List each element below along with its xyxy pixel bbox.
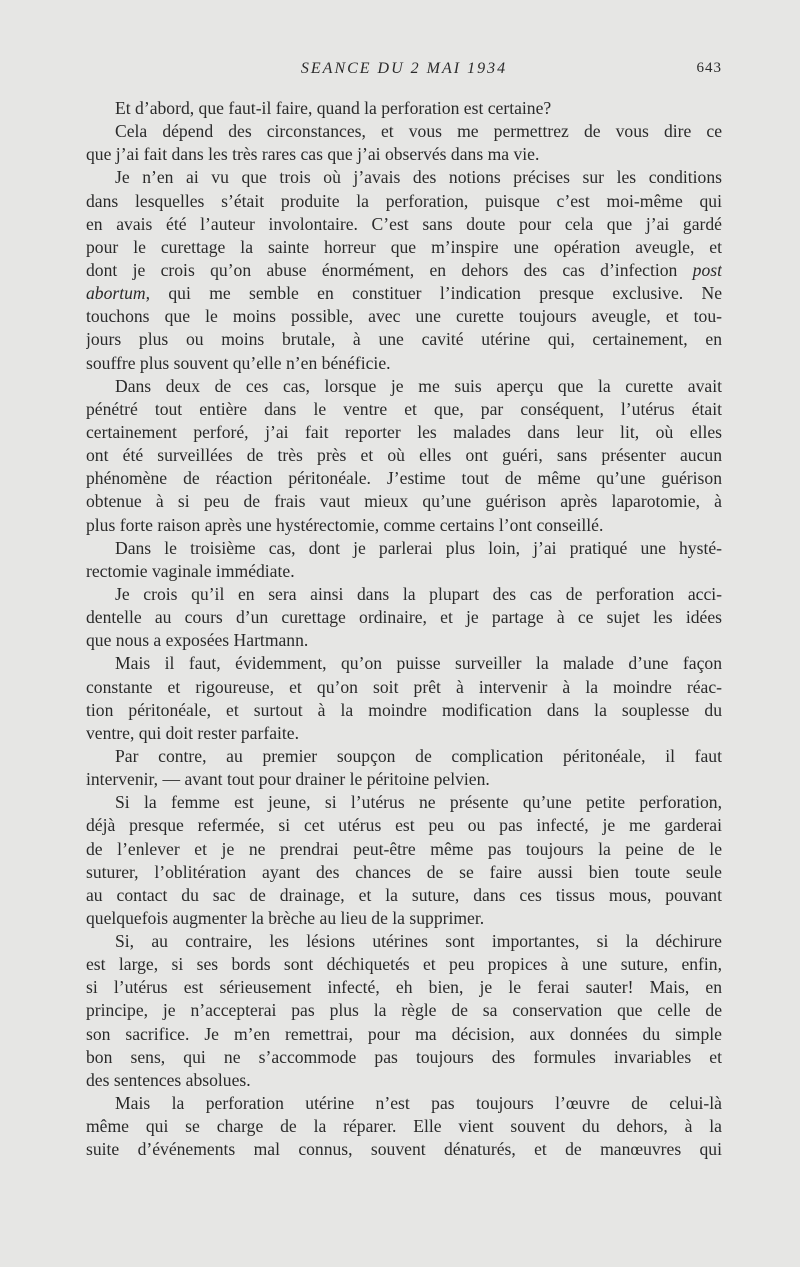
text-line: souffre plus souvent qu’elle n’en bénéficie. <box>86 352 391 373</box>
text-line: Et d’abord, que faut-il faire, quand la perforation est certaine? <box>115 98 552 118</box>
page-number: 643 <box>696 60 722 76</box>
text-line: bon sens, qui ne s’accommode pas toujours des formules invariables et <box>86 1046 722 1067</box>
text-line: même qui se charge de la réparer. Elle vient souvent du dehors, à la <box>86 1116 722 1137</box>
text-line: est large, si ses bords sont déchiquetés et peu propices à une suture, enfin, <box>86 954 722 975</box>
text-line: obtenue à si peu de frais vaut mieux qu’une guérison après laparotomie, à <box>86 491 722 512</box>
text-line <box>86 259 722 282</box>
text-line: plus forte raison après une hystérectomie, comme certains l’ont conseillé. <box>86 514 604 535</box>
text-line: touchons que le moins possible, avec une curette toujours aveugle, et tou- <box>86 306 722 327</box>
text-line: quelquefois augmenter la brèche au lieu de la supprimer. <box>86 907 485 928</box>
text-line: certainement perforé, j’ai fait reporter les malades dans leur lit, où elles <box>86 421 722 442</box>
text-line: suite d’événements mal connus, souvent dénaturés, et de manœuvres qui <box>86 1139 722 1160</box>
text-line: Je crois qu’il en sera ainsi dans la plupart des cas de perforation acci- <box>115 583 722 604</box>
text-line: en avais été l’auteur involontaire. C’est sans doute pour cela que j’ai gardé <box>86 213 722 234</box>
text-line: dans lesquelles s’était produite la perforation, puisque c’est moi-même qui <box>86 190 722 211</box>
text-line: Je n’en ai vu que trois où j’avais des notions précises sur les conditions <box>115 167 722 188</box>
text-line: tion péritonéale, et surtout à la moindre modification dans la souplesse du <box>86 699 722 720</box>
body-text <box>86 97 722 1161</box>
text-line: Cela dépend des circonstances, et vous me permettrez de vous dire ce <box>115 121 722 142</box>
text-line: jours plus ou moins brutale, à une cavité utérine qui, certainement, en <box>86 329 722 350</box>
text-line <box>86 282 722 305</box>
text-line: pénétré tout entière dans le ventre et que, par conséquent, l’utérus était <box>86 398 722 419</box>
text-line: Mais la perforation utérine n’est pas toujours l’œuvre de celui-là <box>115 1093 722 1114</box>
text-line: des sentences absolues. <box>86 1069 251 1090</box>
text-line: Si, au contraire, les lésions utérines sont importantes, si la déchirure <box>115 931 722 952</box>
italic-phrase: abortum, <box>86 283 151 304</box>
text-line: rectomie vaginale immédiate. <box>86 560 295 581</box>
text-line: intervenir, — avant tout pour drainer le péritoine pelvien. <box>86 769 490 790</box>
text-line: principe, je n’accepterai pas plus la règle de sa conservation que celle de <box>86 1000 722 1021</box>
text-line: ont été surveillées de très près et où elles ont guéri, sans présenter aucun <box>86 445 722 466</box>
text-line: déjà presque refermée, si cet utérus est peu ou pas infecté, je me garderai <box>86 815 722 836</box>
text-line: constante et rigoureuse, et qu’on soit prêt à intervenir à la moindre réac- <box>86 676 722 697</box>
page-header <box>86 60 722 86</box>
italic-phrase: post <box>692 259 722 280</box>
text-line: dentelle au cours d’un curettage ordinaire, et je partage à ce sujet les idées <box>86 607 722 628</box>
text-line: de l’enlever et je ne prendrai peut-être même pas toujours la peine de le <box>86 838 722 859</box>
text-line: au contact du sac de drainage, et la suture, dans ces tissus mous, pouvant <box>86 884 722 905</box>
text-segment: dont je crois qu’on abuse énormément, en dehors des cas d’infection <box>86 259 678 280</box>
text-line: pour le curettage la sainte horreur que m’inspire une opération aveugle, et <box>86 236 722 257</box>
text-line: phénomène de réaction péritonéale. J’estime tout de même qu’une guérison <box>86 468 722 489</box>
text-line: que nous a exposées Hartmann. <box>86 630 309 651</box>
text-line: son sacrifice. Je m’en remettrai, pour ma décision, aux données du simple <box>86 1023 722 1044</box>
text-line: Par contre, au premier soupçon de complication péritonéale, il faut <box>115 745 722 766</box>
text-line: que j’ai fait dans les très rares cas que j’ai observés dans ma vie. <box>86 144 540 165</box>
running-title: SEANCE DU 2 MAI 1934 <box>300 60 508 77</box>
text-segment: qui me semble en constituer l’indication presque exclusive. Ne <box>168 283 722 304</box>
text-line: ventre, qui doit rester parfaite. <box>86 722 299 743</box>
text-line: si l’utérus est sérieusement infecté, eh bien, je le ferai sauter! Mais, en <box>86 977 722 998</box>
text-line: suturer, l’oblitération ayant des chances de se faire aussi bien toute seule <box>86 861 722 882</box>
text-line: Si la femme est jeune, si l’utérus ne présente qu’une petite perforation, <box>115 792 722 813</box>
text-line: Dans le troisième cas, dont je parlerai plus loin, j’ai pratiqué une hysté- <box>115 537 722 558</box>
text-line: Dans deux de ces cas, lorsque je me suis aperçu que la curette avait <box>115 375 722 396</box>
text-line: Mais il faut, évidemment, qu’on puisse surveiller la malade d’une façon <box>115 653 722 674</box>
